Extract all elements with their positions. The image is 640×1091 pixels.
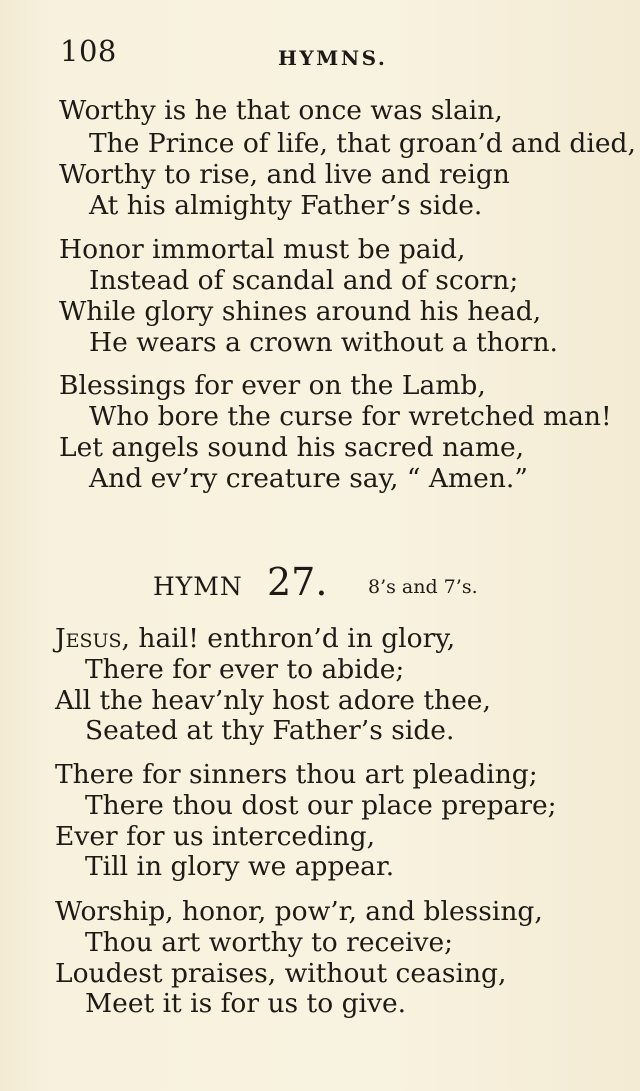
running-head: HYMNS. xyxy=(278,46,388,70)
verse-line: Let angels sound his sacred name, xyxy=(59,432,525,463)
verse-line: Till in glory we appear. xyxy=(85,851,395,882)
verse-line: Honor immortal must be paid, xyxy=(59,234,466,265)
first-word-rest: esus, xyxy=(65,623,130,654)
verse-line: There for sinners thou art pleading; xyxy=(55,759,538,790)
verse-line-text: hail! enthron’d in glory, xyxy=(129,623,456,654)
verse-line: Who bore the curse for wretched man! xyxy=(89,401,612,432)
verse-line: Worship, honor, pow’r, and blessing, xyxy=(55,896,543,927)
verse-line xyxy=(55,624,455,654)
verse-line: While glory shines around his head, xyxy=(59,296,542,327)
first-word-initial: J xyxy=(55,623,66,654)
hymn-meter: 8’s and 7’s. xyxy=(368,576,478,598)
page-number: 108 xyxy=(60,34,117,68)
verse-line: Ever for us interceding, xyxy=(55,821,375,852)
verse-line: Blessings for ever on the Lamb, xyxy=(59,370,486,401)
verse-line: And ev’ry creature say, “ Amen.” xyxy=(89,463,528,494)
hymn-label: HYMN xyxy=(153,572,243,601)
verse-line: There thou dost our place prepare; xyxy=(85,790,557,821)
verse-line: Thou art worthy to receive; xyxy=(85,927,454,958)
verse-line: Meet it is for us to give. xyxy=(85,988,407,1019)
verse-line: All the heav’nly host adore thee, xyxy=(55,685,491,716)
verse-line: The Prince of life, that groan’d and died, xyxy=(89,128,636,159)
verse-line: There for ever to abide; xyxy=(85,654,405,685)
verse-line: Worthy is he that once was slain, xyxy=(59,95,503,126)
verse-line: Seated at thy Father’s side. xyxy=(85,715,455,746)
verse-line: At his almighty Father’s side. xyxy=(89,190,483,221)
verse-line: Worthy to rise, and live and reign xyxy=(59,159,510,190)
verse-line: Loudest praises, without ceasing, xyxy=(55,958,507,989)
hymn-number: 27. xyxy=(267,560,328,604)
hymn-heading xyxy=(153,560,573,610)
page-header xyxy=(60,34,600,74)
verse-line: He wears a crown without a thorn. xyxy=(89,327,558,358)
verse-line: Instead of scandal and of scorn; xyxy=(89,265,519,296)
